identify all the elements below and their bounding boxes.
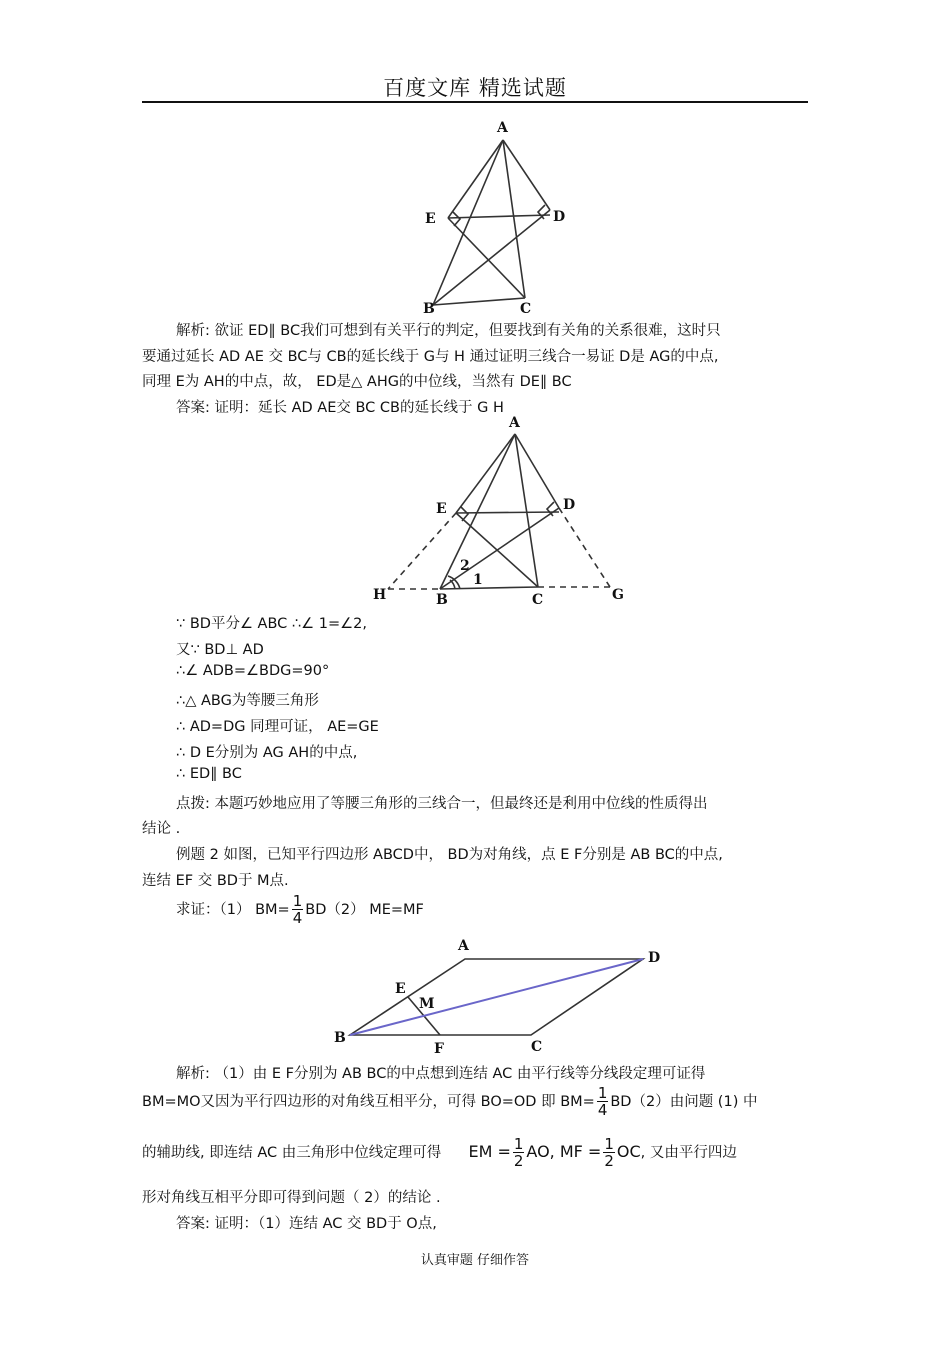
- fig1-label-c: C: [520, 301, 532, 317]
- analysis2-line2-suffix: BD（2）由问题 (1) 中: [610, 1094, 758, 1110]
- proof1-line2: 又∵ BD⊥ AD: [176, 642, 264, 658]
- answer1-line1: 答案: 证明：延长 AD AE交 BC CB的延长线于 G H: [176, 400, 504, 416]
- fig2-label-b: B: [436, 592, 448, 607]
- fraction-one-quarter: $\frac{1}{4}$: [292, 892, 303, 927]
- answer2-line1: 答案: 证明：（1）连结 AC 交 BD于 O点,: [176, 1216, 437, 1232]
- analysis2-line1: 解析: （1）由 E F分别为 AB BC的中点想到连结 AC 由平行线等分线段定理可证得: [176, 1066, 706, 1082]
- example2-prove-prefix: 求证：（1） BM=: [176, 902, 290, 918]
- fig3-label-b: B: [334, 1030, 346, 1046]
- figure-3-parallelogram: [325, 930, 670, 1055]
- proof1-line6: ∴ D E分别为 AG AH的中点,: [176, 745, 358, 761]
- fig2-label-h: H: [373, 587, 387, 603]
- fig2-label-angle2: 2: [460, 558, 470, 574]
- analysis1-line2: 要通过延长 AD AE 交 BC与 CB的延长线于 G与 H 通过证明三线合一易证 D是 AG的中点,: [142, 349, 719, 365]
- figure-2-triangle: [368, 412, 633, 607]
- expr-oc: OC: [616, 1142, 641, 1161]
- analysis2-line2: [142, 1086, 757, 1118]
- figure-1-triangle: [410, 115, 570, 320]
- example2-prove-suffix: BD（2） ME=MF: [305, 902, 424, 918]
- fig1-label-b: B: [423, 301, 435, 317]
- proof1-line1: ∵ BD平分∠ ABC ∴∠ 1=∠2,: [176, 616, 367, 632]
- fig3-label-d: D: [648, 950, 661, 966]
- fraction-one-half-2: $\frac{1}{2}$: [604, 1135, 614, 1170]
- fig2-label-angle1: 1: [473, 572, 483, 588]
- proof1-line3: ∴∠ ADB=∠BDG=90°: [176, 663, 330, 679]
- fig3-label-m: M: [419, 996, 435, 1012]
- analysis2-line2-prefix: BM=MO又因为平行四边形的对角线互相平分，可得 BO=OD 即 BM=: [142, 1094, 595, 1110]
- example2-line1: 例题 2 如图，已知平行四边形 ABCD中， BD为对角线，点 E F分别是 AB BC的中点,: [176, 847, 723, 863]
- proof1-line4: ∴△ ABG为等腰三角形: [176, 693, 319, 709]
- page-footer: 认真审题 仔细作答: [420, 1253, 530, 1268]
- fig3-label-a: A: [458, 938, 469, 954]
- fraction-one-half: $\frac{1}{2}$: [513, 1135, 524, 1170]
- header-rule: [142, 101, 808, 103]
- fig3-label-c: C: [531, 1039, 543, 1055]
- analysis2-line4: 形对角线互相平分即可得到问题（ 2）的结论 .: [142, 1190, 441, 1206]
- fig2-label-d: D: [563, 497, 576, 513]
- expr-em: EM =: [468, 1142, 511, 1161]
- fig2-label-c: C: [532, 592, 544, 607]
- proof1-line5: ∴ AD=DG 同理可证， AE=GE: [176, 719, 379, 735]
- analysis1-line1: 解析: 欲证 ED∥ BC我们可想到有关平行的判定，但要找到有关角的关系很难，这时只: [176, 323, 721, 339]
- example2-prove: [176, 894, 424, 926]
- page-header-title: 百度文库 精选试题: [383, 76, 567, 100]
- example2-line2: 连结 EF 交 BD于 M点.: [142, 873, 289, 889]
- fig2-label-g: G: [612, 587, 624, 603]
- fig1-label-a: A: [497, 120, 508, 136]
- fraction-one-quarter-2: $\frac{1}{4}$: [597, 1084, 608, 1119]
- analysis2-line3: [142, 1137, 737, 1169]
- tip-line1: 点拨: 本题巧妙地应用了等腰三角形的三线合一，但最终还是利用中位线的性质得出: [176, 796, 708, 812]
- analysis2-line3-suffix: , 又由平行四边: [640, 1145, 737, 1161]
- analysis1-line3: 同理 E为 AH的中点，故， ED是△ AHG的中位线，当然有 DE∥ BC: [142, 374, 572, 390]
- fig2-label-a: A: [509, 415, 520, 431]
- tip-line2: 结论 .: [142, 821, 181, 837]
- proof1-line7: ∴ ED∥ BC: [176, 766, 242, 782]
- fig1-label-d: D: [553, 209, 566, 225]
- fig3-label-e: E: [395, 981, 406, 997]
- fig1-label-e: E: [425, 211, 436, 227]
- fig3-label-f: F: [434, 1041, 444, 1055]
- analysis2-line3-prefix: 的辅助线, 即连结 AC 由三角形中位线定理可得: [142, 1145, 442, 1161]
- expr-ao-mf: AO, MF =: [526, 1142, 602, 1161]
- fig2-label-e: E: [436, 501, 447, 517]
